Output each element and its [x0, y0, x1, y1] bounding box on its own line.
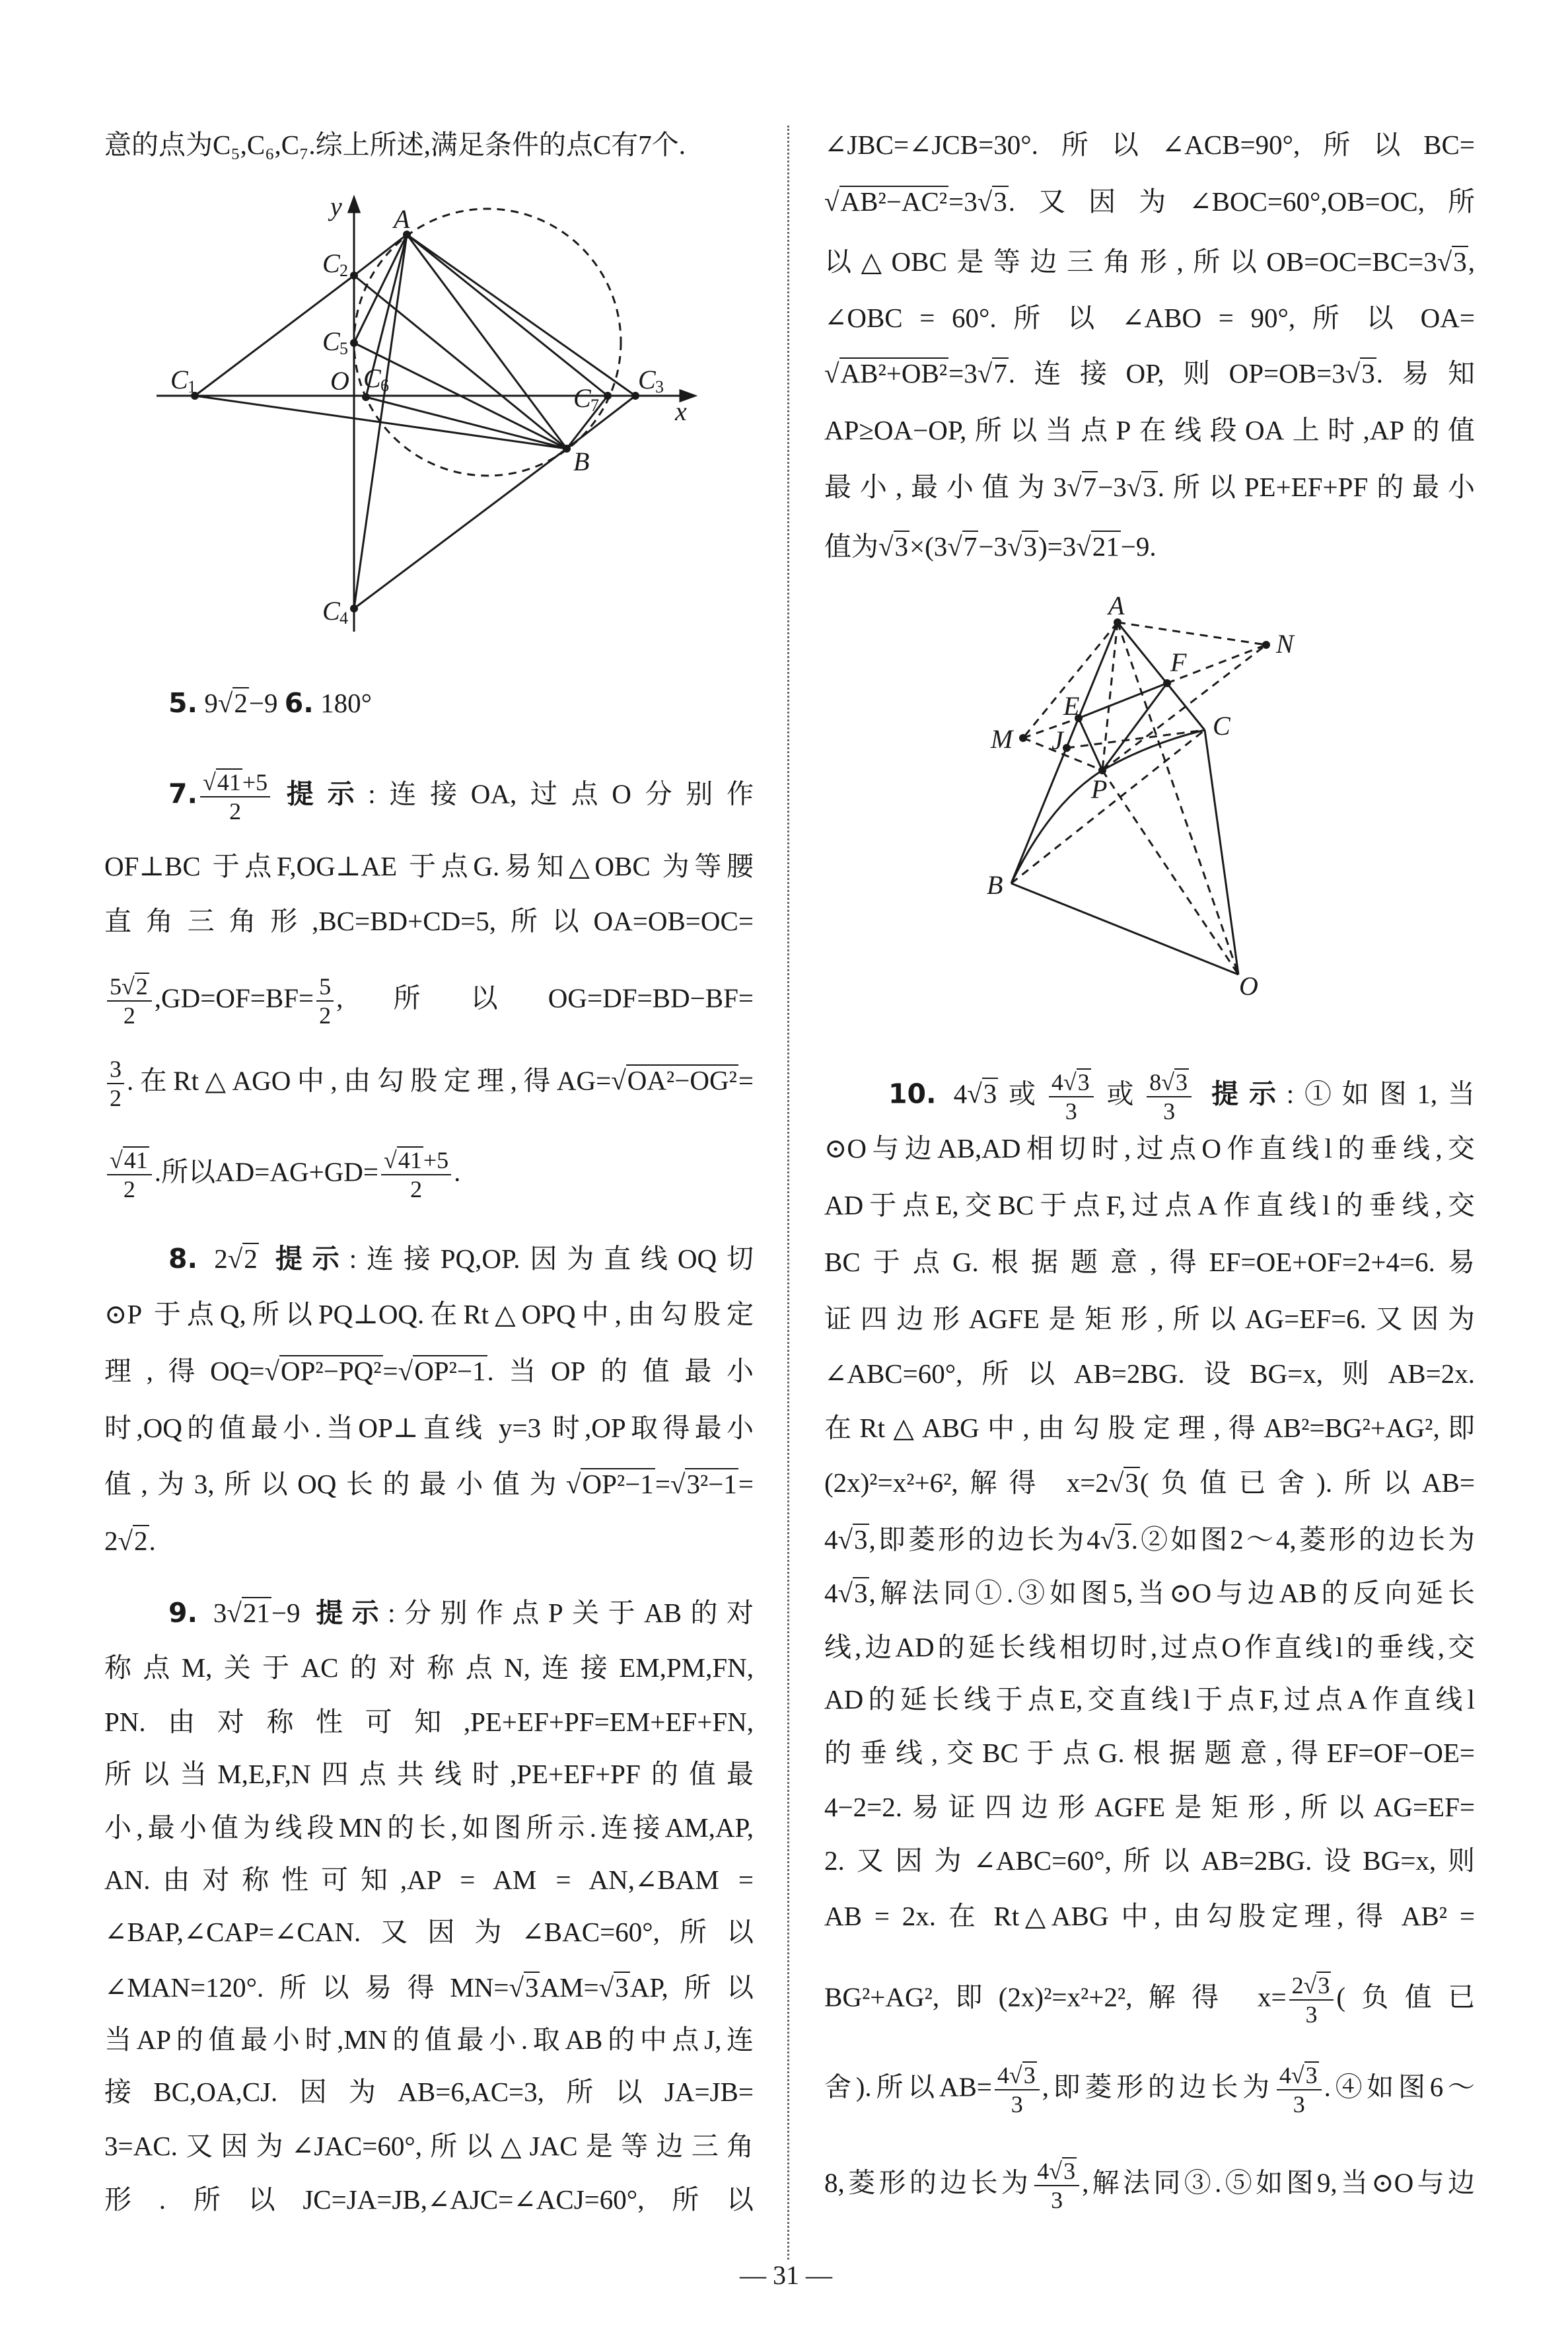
text-run: .所以AD=AG+GD=	[154, 1156, 379, 1187]
figure-1-labels	[170, 192, 687, 628]
bold-label: 9.	[168, 1596, 198, 1629]
text-run: 所以当M,E,F,N四点共线时,PE+EF+PF的值最	[104, 1758, 754, 1789]
text-run: 4	[1051, 1069, 1063, 1096]
label-C: C	[1213, 711, 1230, 741]
text-run: AP,所以	[629, 1972, 754, 2003]
text-run: 2.又因为∠ABC=60°,所以AB=2BG.设BG=x,则	[824, 1845, 1475, 1876]
radicand: 3	[1305, 2061, 1318, 2088]
text-run: 4	[824, 1578, 838, 1609]
radicand: 3	[894, 531, 909, 562]
text-run: 4	[1037, 2157, 1050, 2184]
label-C1: C	[170, 365, 188, 394]
text-run: .又因为∠BOC=60°,OB=OC,所	[1008, 186, 1475, 217]
text-run: 或	[1096, 1078, 1145, 1109]
segment-A-B	[1011, 622, 1118, 883]
radical-sign: √	[118, 1526, 133, 1557]
text-run: 2	[1291, 1972, 1304, 1999]
bold-label: 提示	[273, 778, 369, 810]
radical-sign: √	[509, 1972, 524, 2003]
radical-sign: √	[217, 688, 233, 719]
text-run: =3	[948, 186, 978, 217]
dashed-A-N	[1118, 622, 1266, 645]
text-run: 4−2=2.易证四边形AGFE是矩形,所以AG=EF=	[824, 1791, 1475, 1822]
radicand: 3	[1176, 1069, 1188, 1096]
text-run: 3	[1011, 2090, 1023, 2118]
label-x: x	[675, 396, 687, 426]
text-run: AD于点E,交BC于点F,过点A作直线l的垂线,交	[824, 1189, 1475, 1220]
text-run: 5	[110, 973, 122, 1000]
text-run: 值,为3,所以OQ长的最小值为	[104, 1469, 566, 1500]
text-run: 2	[197, 1243, 228, 1274]
point-C6	[362, 393, 370, 401]
text-run: 证四边形AGFE是矩形,所以AG=EF=6.又因为	[824, 1303, 1475, 1334]
radical-sign: √	[1063, 1069, 1077, 1096]
text-run: 8,菱形的边长为	[824, 2167, 1032, 2197]
text-run: BG²+AG²,即(2x)²=x²+2²,解得 x=	[824, 1981, 1287, 2012]
bold-label: 8.	[168, 1243, 198, 1275]
text-run: 称点M,关于AC的对称点N,连接EM,PM,FN,	[104, 1652, 754, 1683]
text-run: 2	[319, 1002, 332, 1029]
text-run: (负值已舍).所以AB=	[1139, 1467, 1475, 1498]
text-run: (2x)²=x²+6²,解得 x=2	[824, 1467, 1109, 1498]
bold-label: 6.	[284, 687, 314, 720]
text-run: AD的延长线于点E,交直线l于点F,过点A作直线l	[824, 1683, 1475, 1715]
text-run: AP≥OA−OP,所以当点P在线段OA上时,AP的值	[824, 414, 1475, 445]
text-run: OF⊥BC 于点F,OG⊥AE 于点G.易知△OBC 为等腰	[104, 850, 754, 881]
text-run: 5	[319, 973, 332, 1000]
segment-A-B	[407, 235, 567, 449]
radicand: 2	[234, 688, 248, 719]
text-run: 3	[110, 1055, 122, 1082]
label-P: P	[1091, 774, 1108, 804]
radical-sign: √	[837, 1578, 853, 1609]
text-run: ∠BAP,∠CAP=∠CAN.又因为∠BAC=60°,所以	[104, 1917, 754, 1948]
y-axis-arrow	[349, 198, 359, 212]
label-A: A	[394, 204, 410, 234]
text-run: 值为	[824, 531, 878, 562]
dashed-P-O	[1102, 770, 1238, 975]
point-M	[1019, 734, 1027, 742]
text-run: .	[454, 1156, 461, 1187]
radicand: 3	[1361, 358, 1375, 388]
label-O: O	[1239, 971, 1258, 1001]
text-run: 直角三角形,BC=BD+CD=5,所以OA=OB=OC=	[104, 906, 754, 937]
label-B: B	[987, 870, 1003, 900]
radicand: 41	[217, 768, 241, 795]
radical-sign: √	[398, 1355, 413, 1386]
text-run: :①如图1,当	[1286, 1078, 1476, 1109]
radical-sign: √	[670, 1469, 686, 1500]
radical-sign: √	[598, 1972, 614, 2003]
radical-sign: √	[824, 358, 839, 388]
radicand: 2	[244, 1243, 258, 1274]
text-run: ⊙P 于点Q,所以PQ⊥OQ.在Rt△OPQ中,由勾股定	[104, 1298, 754, 1329]
text-run: 时,OQ的值最小.当OP⊥直线 y=3 时,OP取得最小	[104, 1412, 754, 1443]
radicand: 3²−1	[686, 1469, 737, 1500]
text-run: 当AP的值最小时,MN的值最小.取AB的中点J,连	[104, 2024, 754, 2055]
label-J: J	[1051, 725, 1063, 755]
radicand: 3	[524, 1972, 539, 2003]
radicand: 3	[854, 1578, 868, 1609]
text-run: ∠MAN=120°.所以易得MN=	[104, 1972, 509, 2003]
text-run: 2	[123, 1002, 135, 1029]
text-run: 的垂线,交BC于点G.根据题意,得EF=OF−OE=	[824, 1738, 1475, 1769]
text-run: .当OP的值最小	[487, 1355, 754, 1386]
label-C6: C	[363, 363, 381, 393]
bold-label: 7.	[168, 778, 198, 810]
text-run: 180°	[313, 688, 373, 719]
segment-A-C3	[407, 235, 635, 396]
text-run: ⊙O与边AB,AD相切时,过点O作直线l的垂线,交	[824, 1132, 1475, 1163]
radical-sign: √	[110, 1146, 123, 1173]
radicand: 7	[1083, 471, 1097, 502]
label-B: B	[573, 447, 590, 476]
segment-A-C	[1118, 622, 1205, 730]
text-run: 3	[1065, 1098, 1077, 1125]
radical-sign: √	[967, 1078, 982, 1109]
text-run: 3	[1051, 2186, 1063, 2213]
text-run: 或	[998, 1078, 1046, 1109]
text-run: 3=AC.又因为∠JAC=60°,所以△JAC是等边三角	[104, 2130, 754, 2161]
radical-sign: √	[1076, 531, 1091, 562]
subscript: 5	[339, 339, 348, 358]
text-run: 4	[997, 2061, 1009, 2088]
text-run: PN.由对称性可知,PE+EF+PF=EM+EF+FN,	[104, 1706, 754, 1737]
label-C2: C	[322, 248, 340, 278]
text-run: 舍).所以AB=	[824, 2071, 992, 2102]
radical-sign: √	[1291, 2061, 1304, 2088]
text-run: 3	[1163, 1098, 1176, 1125]
radicand: OP²−PQ²	[281, 1355, 382, 1386]
text-run: 3	[197, 1597, 227, 1628]
text-run: BC于点G.根据题意,得EF=OE+OF=2+4=6.易	[824, 1246, 1475, 1277]
radicand: 3	[1116, 1524, 1130, 1555]
text-run: AN.由对称性可知,AP = AM = AN,∠BAM =	[104, 1864, 754, 1896]
radicand: 21	[1092, 531, 1120, 562]
label-A: A	[1108, 591, 1125, 620]
bold-label: 提示	[316, 1596, 388, 1629]
text-run: )=3	[1038, 531, 1077, 562]
bold-label: 提示	[275, 1243, 349, 1275]
point-F	[1163, 679, 1171, 687]
radical-sign: √	[824, 186, 839, 217]
point-P	[1098, 766, 1106, 774]
text-run: ∠JBC=∠JCB=30°.所以∠ACB=90°,所以BC=	[824, 129, 1475, 161]
text-run: ,即菱形的边长为	[1042, 2071, 1274, 2102]
radicand: 3	[1125, 1467, 1139, 1498]
text-run: +5	[423, 1146, 449, 1173]
label-C3: C	[638, 365, 656, 394]
point-N	[1262, 641, 1270, 649]
radical-sign: √	[1126, 471, 1142, 502]
radical-sign: √	[264, 1355, 280, 1386]
text-run: ,所以OG=DF=BD−BF=	[336, 982, 754, 1014]
label-M: M	[991, 724, 1013, 754]
text-run: 4	[1279, 2061, 1291, 2088]
text-run: −9	[271, 1597, 316, 1628]
radical-sign: √	[122, 973, 135, 1000]
text-run: =	[738, 1469, 754, 1500]
text-run: −3	[978, 531, 1007, 562]
text-run: 小,最小值为线段MN的长,如图所示.连接AM,AP,	[104, 1812, 754, 1843]
text-run: ∠ABC=60°,所以AB=2BG.设BG=x,则AB=2x.	[824, 1358, 1475, 1389]
radicand: 7	[993, 358, 1007, 388]
point-B	[563, 445, 571, 453]
text-run: 3	[1305, 2001, 1318, 2028]
page-number: — 31 —	[740, 2260, 832, 2290]
radicand: 41	[398, 1146, 422, 1173]
label-F: F	[1170, 647, 1187, 677]
label-N: N	[1276, 629, 1294, 659]
radicand: OP²−1	[582, 1469, 654, 1500]
radicand: 3	[1063, 2157, 1076, 2184]
text-run: 4	[824, 1524, 838, 1555]
radical-sign: √	[977, 186, 993, 217]
radical-sign: √	[1067, 471, 1082, 502]
point-C4	[350, 605, 358, 612]
text-run: ,即菱形的边长为4	[869, 1524, 1100, 1555]
point-J	[1063, 744, 1071, 752]
point-C5	[350, 339, 358, 347]
radicand: 3	[1023, 531, 1037, 562]
radicand: 2	[134, 1526, 148, 1557]
text-run: AM=	[540, 1972, 599, 2003]
point-C7	[604, 392, 612, 400]
text-run: ,	[1468, 246, 1475, 277]
radicand: 3	[854, 1524, 868, 1555]
radical-sign: √	[565, 1469, 581, 1500]
radicand: AB²−AC²	[840, 186, 948, 217]
label-O: O	[330, 366, 349, 396]
radical-sign: √	[384, 1146, 397, 1173]
radicand: 21	[242, 1597, 270, 1628]
text-run: 2	[104, 1526, 118, 1557]
subscript: 1	[188, 377, 196, 396]
radicand: 3	[993, 186, 1007, 217]
radicand: OA²−OG²	[627, 1065, 737, 1096]
bold-label: 10.	[888, 1078, 937, 1110]
subscript: 3	[655, 377, 664, 396]
radicand: 2	[135, 973, 148, 1000]
radicand: 3	[1318, 1972, 1330, 1999]
text-run: −9.	[1120, 531, 1157, 562]
text-run: 9	[197, 688, 218, 719]
radicand: 3	[1453, 246, 1467, 277]
text-run: 8	[1149, 1069, 1162, 1096]
text-run: 2	[123, 1175, 135, 1202]
figure-coordinate-plane	[157, 198, 695, 632]
text-run: .所以PE+EF+PF的最小	[1157, 471, 1476, 502]
text-run: ,GD=OF=BF=	[154, 982, 314, 1014]
text-run: −9	[248, 688, 285, 719]
text-run: 3	[1293, 2090, 1305, 2118]
text-run: 以△OBC是等边三角形,所以OB=OC=BC=3	[824, 246, 1437, 277]
dashed-M-E	[1023, 718, 1079, 738]
text-run: :分别作点P关于AB的对	[388, 1597, 754, 1628]
label-C7: C	[573, 383, 591, 413]
text-run: 接BC,OA,CJ.因为AB=6,AC=3,所以JA=JB=	[104, 2077, 754, 2108]
text-run: 最小,最小值为3	[824, 471, 1067, 502]
radicand: 3	[1143, 471, 1157, 502]
radical-sign: √	[1007, 531, 1022, 562]
text-run: .	[149, 1526, 156, 1557]
radical-sign: √	[227, 1597, 242, 1628]
segment-A-C7	[407, 235, 608, 396]
radical-sign: √	[1437, 246, 1452, 277]
radicand: OP²−1	[414, 1355, 486, 1386]
text-run: .在Rt△AGO中,由勾股定理,得AG=	[127, 1065, 612, 1096]
text-run: 4	[936, 1078, 968, 1109]
radicand: 3	[1023, 2061, 1036, 2088]
text-run: 2	[410, 1175, 423, 1202]
text-run: =	[738, 1065, 754, 1096]
text-run: 在Rt△ABG中,由勾股定理,得AB²=BG²+AG²,即	[824, 1412, 1475, 1443]
figure-quadrilateral	[1011, 618, 1270, 975]
text-run: ∠OBC = 60°. 所 以 ∠ABO = 90°, 所 以 OA=	[824, 303, 1475, 334]
bold-label: 5.	[168, 687, 198, 720]
radicand: AB²+OB²	[840, 358, 948, 388]
text-run: 形.所以JC=JA=JB,∠AJC=∠ACJ=60°,所以	[104, 2184, 754, 2215]
text-run: =	[655, 1469, 670, 1500]
subscript: 6	[380, 376, 389, 395]
radical-sign: √	[1009, 2061, 1022, 2088]
text-run: ,解法同③.⑤如图9,当⊙O与边	[1082, 2167, 1475, 2197]
radical-sign: √	[1345, 358, 1361, 388]
radicand: 3	[983, 1078, 997, 1109]
text-run: ,解法同①.③如图5,当⊙O与边AB的反向延长	[869, 1578, 1475, 1609]
text-run: =3	[948, 358, 978, 388]
segment-B-O	[1011, 883, 1238, 975]
radical-sign: √	[977, 358, 993, 388]
label-E: E	[1063, 691, 1080, 721]
radical-sign: √	[203, 768, 216, 795]
label-C5: C	[322, 326, 340, 356]
text-run: ×(3	[909, 531, 948, 562]
radical-sign: √	[878, 531, 894, 562]
dashed-B-C	[1011, 730, 1205, 883]
bold-label: 提示	[1211, 1078, 1287, 1110]
segment-C-O	[1205, 730, 1238, 975]
text-run: .④如图6～	[1324, 2071, 1475, 2102]
text-run: .连接OP,则OP=OB=3	[1008, 358, 1345, 388]
radical-sign: √	[227, 1243, 243, 1274]
radicand: 41	[124, 1146, 148, 1173]
label-y: y	[330, 192, 342, 221]
text-run: (负值已	[1336, 1981, 1475, 2012]
text-run: 线,边AD的延长线相切时,过点O作直线l的垂线,交	[824, 1631, 1475, 1662]
radicand: 3	[1077, 1069, 1090, 1096]
radical-sign: √	[1100, 1524, 1116, 1555]
radical-sign: √	[1161, 1069, 1175, 1096]
text-run: :连接OA,过点O分别作	[368, 778, 754, 809]
radicand: 7	[963, 531, 978, 562]
text-run: 意的点为C₅,C₆,C₇.综上所述,满足条件的点C有7个.	[104, 129, 686, 161]
subscript: 4	[339, 609, 348, 628]
text-run: =	[382, 1355, 398, 1386]
radical-sign: √	[1049, 2157, 1063, 2184]
text-run: −3	[1098, 471, 1127, 502]
text-run: 2	[110, 1084, 122, 1111]
radical-sign: √	[837, 1524, 853, 1555]
text-run: 理,得OQ=	[104, 1355, 265, 1386]
text-run: :连接PQ,OP.因为直线OQ切	[349, 1243, 754, 1274]
radical-sign: √	[1303, 1972, 1317, 1999]
radical-sign: √	[1108, 1467, 1124, 1498]
text-run: +5	[242, 768, 268, 795]
dashed-A-P	[1102, 622, 1118, 770]
text-run: 2	[229, 797, 242, 825]
text-run: .易知	[1376, 358, 1476, 388]
subscript: 2	[339, 261, 348, 280]
radical-sign: √	[611, 1065, 626, 1096]
point-C2	[350, 272, 358, 279]
subscript: 7	[590, 396, 599, 415]
text-run: AB = 2x. 在 Rt△ABG 中, 由勾股定理, 得 AB² =	[824, 1900, 1475, 1931]
label-C4: C	[322, 596, 340, 626]
radicand: 3	[615, 1972, 629, 2003]
radical-sign: √	[947, 531, 962, 562]
text-run: .②如图2～4,菱形的边长为	[1131, 1524, 1476, 1555]
